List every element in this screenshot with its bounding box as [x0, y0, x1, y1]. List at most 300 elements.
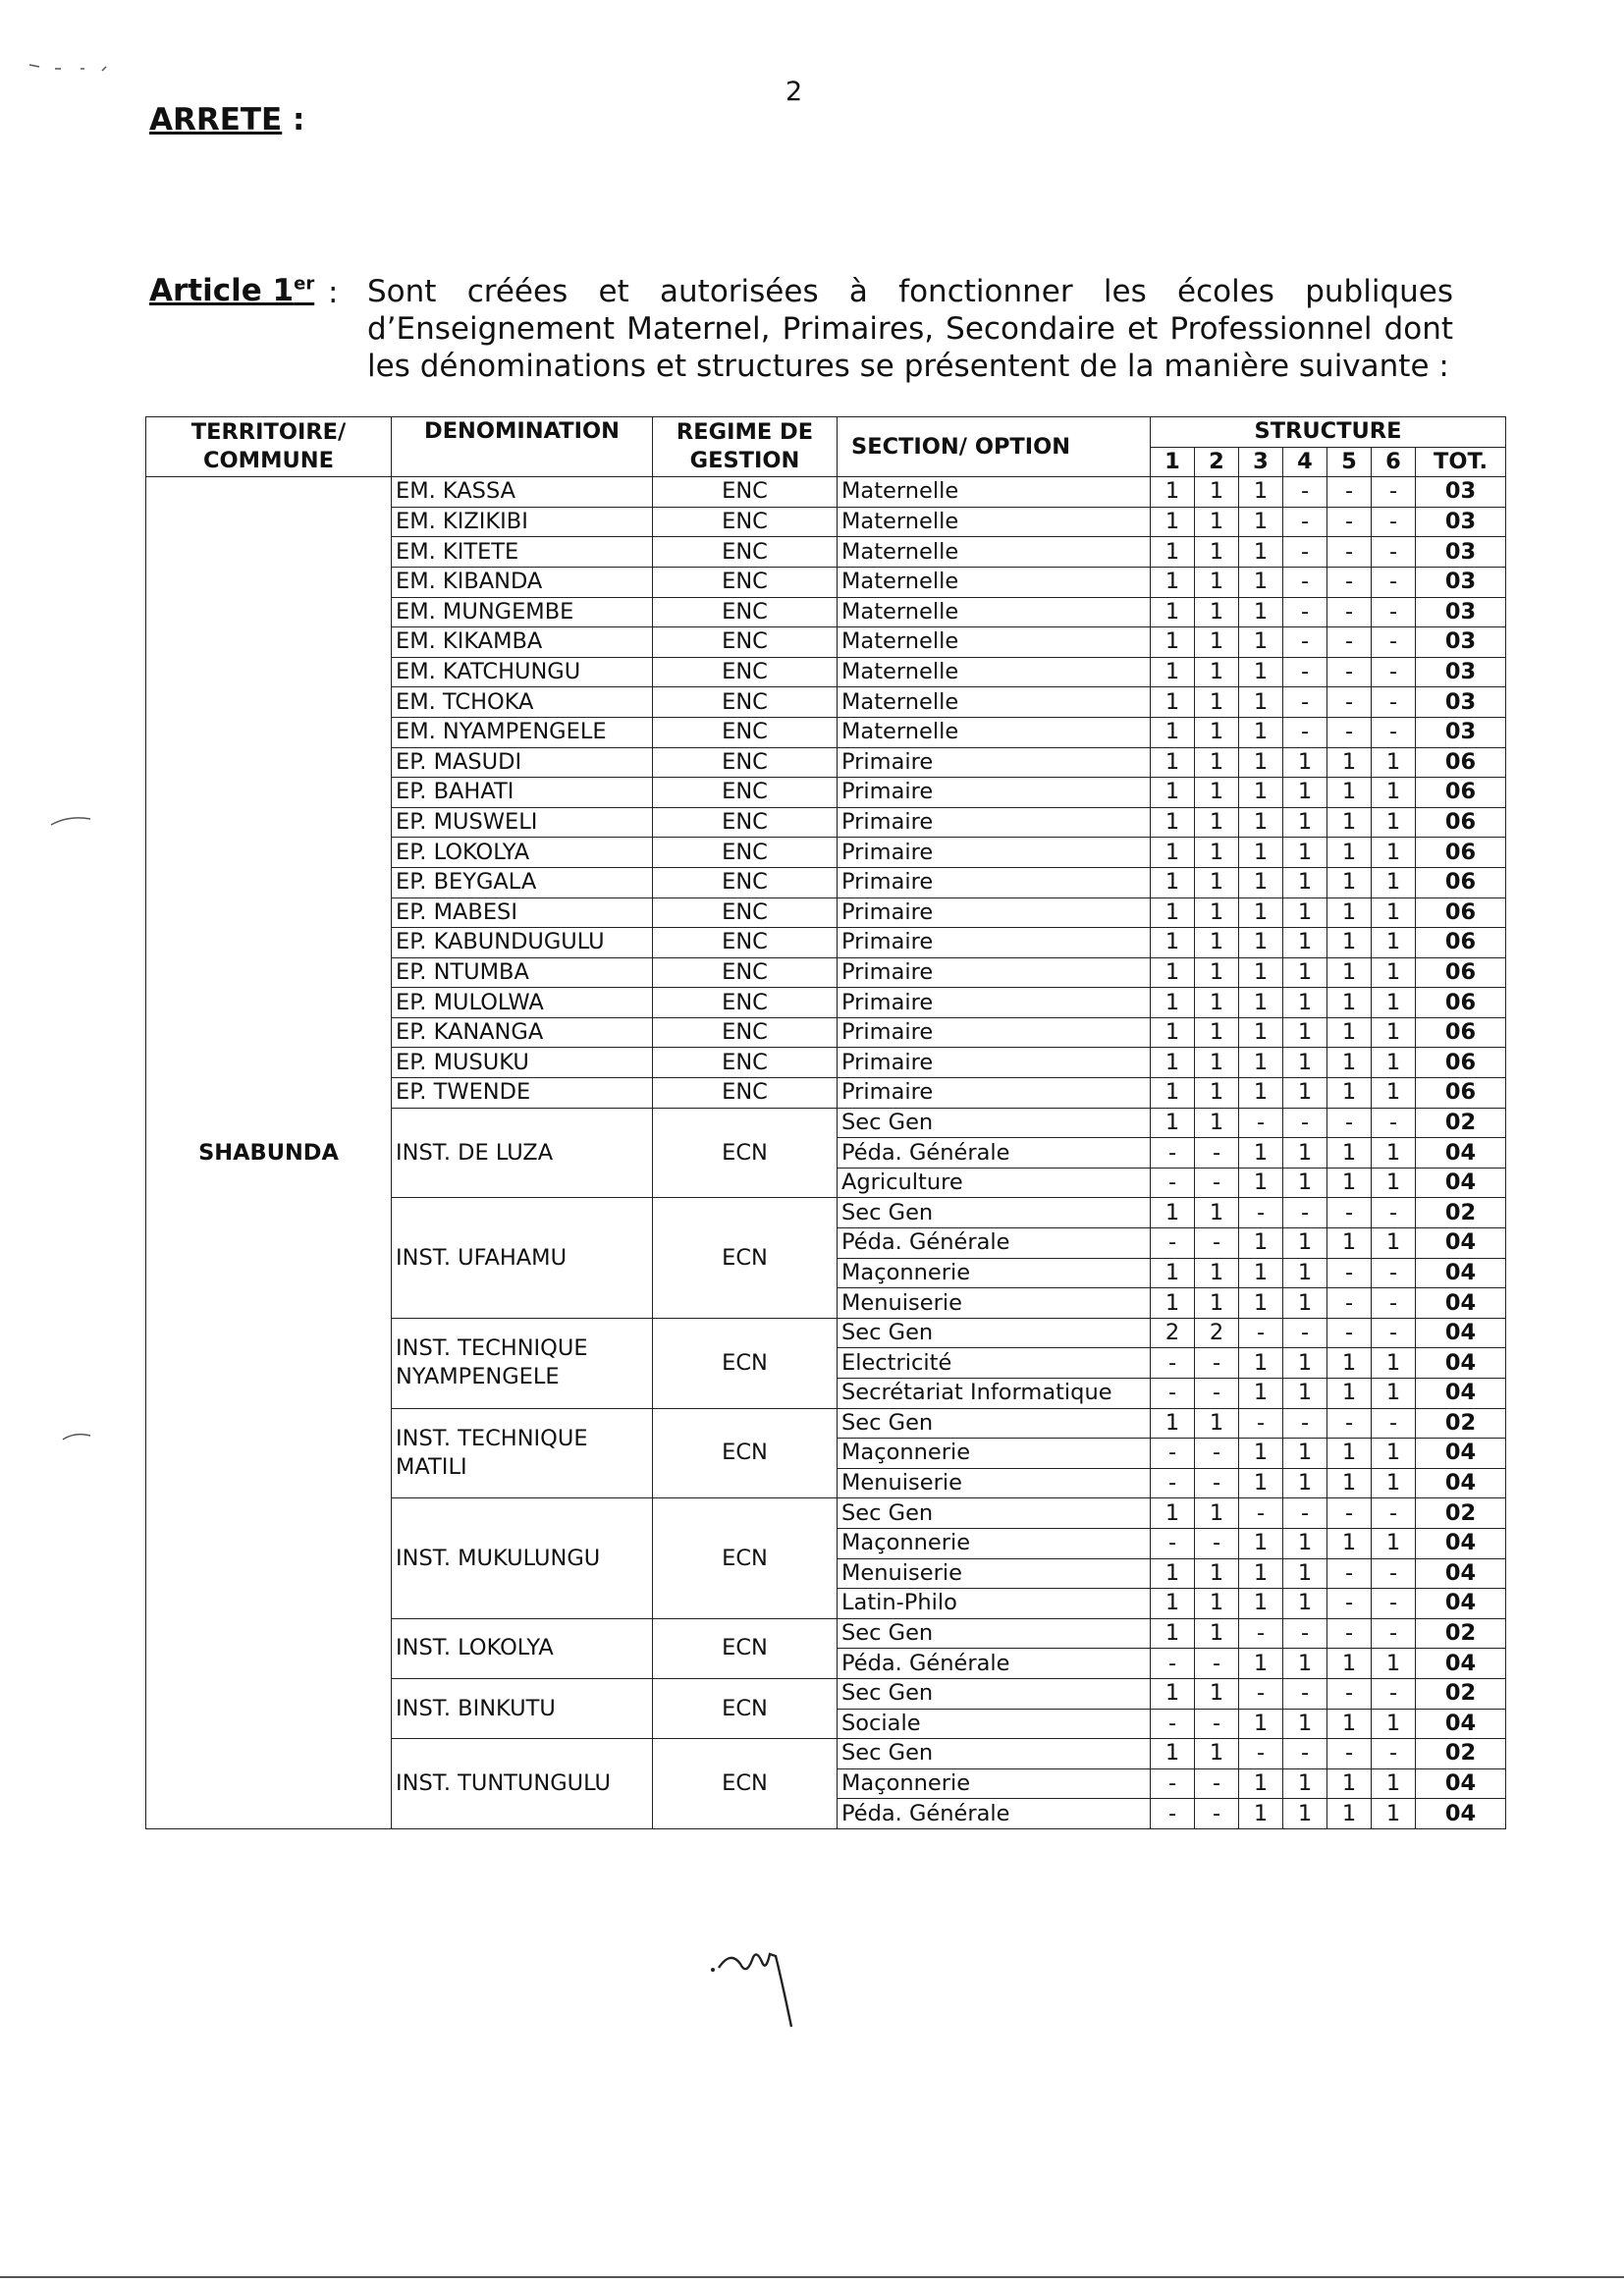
structure-cell-6: -: [1372, 1678, 1416, 1709]
regime-cell: ENC: [653, 477, 838, 508]
total-cell: 02: [1416, 1739, 1506, 1769]
structure-cell-3: 1: [1239, 627, 1283, 658]
structure-cell-4: 1: [1283, 1589, 1327, 1619]
structure-cell-2: 1: [1195, 1589, 1239, 1619]
structure-cell-6: 1: [1372, 1138, 1416, 1169]
total-cell: 06: [1416, 807, 1506, 838]
total-cell: 04: [1416, 1318, 1506, 1348]
structure-cell-1: 1: [1151, 928, 1195, 958]
structure-cell-2: 1: [1195, 657, 1239, 687]
structure-cell-1: 1: [1151, 957, 1195, 988]
denomination-cell: EM. TCHOKA: [392, 687, 653, 718]
regime-cell: ECN: [653, 1318, 838, 1408]
structure-cell-2: -: [1195, 1228, 1239, 1259]
structure-cell-3: 1: [1239, 807, 1283, 838]
structure-cell-1: 1: [1151, 477, 1195, 508]
structure-cell-5: -: [1327, 1108, 1372, 1138]
structure-cell-3: 1: [1239, 507, 1283, 537]
regime-cell: ENC: [653, 867, 838, 897]
structure-cell-2: 1: [1195, 867, 1239, 897]
header-col-3: 3: [1239, 447, 1283, 477]
structure-cell-3: 1: [1239, 747, 1283, 778]
regime-cell: ENC: [653, 838, 838, 868]
structure-cell-6: 1: [1372, 1439, 1416, 1469]
denomination-cell: INST. TECHNIQUE MATILI: [392, 1408, 653, 1498]
structure-cell-3: -: [1239, 1498, 1283, 1529]
structure-cell-2: -: [1195, 1168, 1239, 1198]
regime-cell: ENC: [653, 597, 838, 627]
structure-cell-4: -: [1283, 1498, 1327, 1529]
structure-cell-1: -: [1151, 1138, 1195, 1169]
structure-cell-2: -: [1195, 1439, 1239, 1469]
section-cell: Sec Gen: [838, 1678, 1151, 1709]
structure-cell-2: 2: [1195, 1318, 1239, 1348]
structure-cell-6: 1: [1372, 1228, 1416, 1259]
structure-cell-3: 1: [1239, 1768, 1283, 1799]
structure-cell-2: 1: [1195, 1258, 1239, 1288]
structure-cell-3: 1: [1239, 1379, 1283, 1409]
denomination-cell: EP. MULOLWA: [392, 988, 653, 1018]
structure-cell-3: -: [1239, 1678, 1283, 1709]
structure-cell-6: -: [1372, 477, 1416, 508]
section-cell: Péda. Générale: [838, 1228, 1151, 1259]
structure-cell-4: -: [1283, 1318, 1327, 1348]
structure-cell-4: 1: [1283, 1048, 1327, 1078]
regime-cell: ENC: [653, 957, 838, 988]
section-cell: Primaire: [838, 778, 1151, 808]
structure-cell-3: -: [1239, 1318, 1283, 1348]
structure-cell-4: 1: [1283, 928, 1327, 958]
section-cell: Sec Gen: [838, 1739, 1151, 1769]
structure-cell-6: -: [1372, 1408, 1416, 1439]
structure-cell-5: 1: [1327, 778, 1372, 808]
structure-cell-2: 1: [1195, 988, 1239, 1018]
structure-cell-6: 1: [1372, 1528, 1416, 1558]
structure-cell-2: 1: [1195, 1558, 1239, 1589]
structure-cell-6: -: [1372, 1558, 1416, 1589]
structure-cell-2: -: [1195, 1348, 1239, 1379]
total-cell: 06: [1416, 897, 1506, 928]
structure-cell-4: 1: [1283, 1379, 1327, 1409]
total-cell: 04: [1416, 1528, 1506, 1558]
structure-cell-1: 1: [1151, 988, 1195, 1018]
denomination-cell: EM. KITETE: [392, 537, 653, 568]
structure-cell-2: 1: [1195, 1739, 1239, 1769]
regime-cell: ENC: [653, 1017, 838, 1048]
regime-cell: ECN: [653, 1198, 838, 1318]
structure-cell-1: -: [1151, 1348, 1195, 1379]
structure-cell-2: 1: [1195, 1408, 1239, 1439]
section-cell: Sociale: [838, 1709, 1151, 1739]
regime-cell: ENC: [653, 747, 838, 778]
structure-cell-6: 1: [1372, 988, 1416, 1018]
structure-cell-5: 1: [1327, 1138, 1372, 1169]
total-cell: 03: [1416, 657, 1506, 687]
regime-cell: ENC: [653, 687, 838, 718]
structure-cell-3: -: [1239, 1739, 1283, 1769]
article-text: Sont créées et autorisées à fonctionner les écoles publiques d’Enseignement Maternel, Primaires, Secondaire et Professionnel dont les dénominations et structures se présentent de la manière suivante :: [367, 274, 1453, 384]
structure-cell-2: 1: [1195, 1498, 1239, 1529]
denomination-cell: EP. BAHATI: [392, 778, 653, 808]
total-cell: 06: [1416, 747, 1506, 778]
regime-cell: ECN: [653, 1618, 838, 1678]
structure-cell-5: 1: [1327, 1048, 1372, 1078]
structure-cell-5: 1: [1327, 897, 1372, 928]
article-label-text: [149, 273, 314, 308]
section-cell: Maçonnerie: [838, 1768, 1151, 1799]
arrete-heading: [149, 102, 304, 137]
regime-cell: ENC: [653, 567, 838, 597]
structure-cell-1: -: [1151, 1709, 1195, 1739]
section-cell: Sec Gen: [838, 1198, 1151, 1228]
structure-cell-2: 1: [1195, 477, 1239, 508]
structure-cell-3: 1: [1239, 1558, 1283, 1589]
structure-cell-6: 1: [1372, 897, 1416, 928]
structure-cell-2: 1: [1195, 1048, 1239, 1078]
scan-mark: [49, 813, 94, 829]
structure-cell-3: -: [1239, 1108, 1283, 1138]
structure-cell-1: -: [1151, 1468, 1195, 1498]
denomination-cell: INST. MUKULUNGU: [392, 1498, 653, 1618]
structure-cell-6: -: [1372, 1108, 1416, 1138]
structure-cell-4: 1: [1283, 897, 1327, 928]
structure-cell-3: 1: [1239, 838, 1283, 868]
structure-cell-1: -: [1151, 1799, 1195, 1829]
regime-cell: ECN: [653, 1108, 838, 1198]
structure-cell-1: -: [1151, 1168, 1195, 1198]
structure-cell-5: 1: [1327, 867, 1372, 897]
structure-cell-5: -: [1327, 477, 1372, 508]
structure-cell-5: 1: [1327, 807, 1372, 838]
section-cell: Menuiserie: [838, 1468, 1151, 1498]
header-col-tot: TOT.: [1416, 447, 1506, 477]
structure-cell-6: 1: [1372, 807, 1416, 838]
structure-cell-4: -: [1283, 537, 1327, 568]
structure-cell-4: 1: [1283, 1528, 1327, 1558]
structure-cell-1: 1: [1151, 838, 1195, 868]
structure-cell-6: 1: [1372, 1017, 1416, 1048]
structure-cell-5: 1: [1327, 1799, 1372, 1829]
structure-cell-6: 1: [1372, 778, 1416, 808]
table-body: [146, 477, 1506, 1829]
structure-cell-3: 1: [1239, 778, 1283, 808]
section-cell: Secrétariat Informatique: [838, 1379, 1151, 1409]
structure-cell-2: -: [1195, 1528, 1239, 1558]
regime-cell: ENC: [653, 717, 838, 747]
section-cell: Primaire: [838, 957, 1151, 988]
structure-cell-1: -: [1151, 1649, 1195, 1679]
structure-cell-6: 1: [1372, 1078, 1416, 1109]
structure-cell-2: 1: [1195, 1198, 1239, 1228]
structure-cell-3: 1: [1239, 1078, 1283, 1109]
denomination-cell: INST. BINKUTU: [392, 1678, 653, 1738]
structure-cell-2: 1: [1195, 747, 1239, 778]
structure-cell-3: -: [1239, 1618, 1283, 1649]
section-cell: Sec Gen: [838, 1498, 1151, 1529]
structure-cell-5: -: [1327, 1408, 1372, 1439]
structure-cell-2: 1: [1195, 1078, 1239, 1109]
structure-cell-6: -: [1372, 1318, 1416, 1348]
structure-cell-2: 1: [1195, 717, 1239, 747]
structure-cell-4: 1: [1283, 1439, 1327, 1469]
header-col-2: 2: [1195, 447, 1239, 477]
structure-cell-2: -: [1195, 1468, 1239, 1498]
denomination-cell: INST. UFAHAMU: [392, 1198, 653, 1318]
structure-cell-2: 1: [1195, 778, 1239, 808]
structure-cell-2: 1: [1195, 537, 1239, 568]
regime-cell: ENC: [653, 1048, 838, 1078]
structure-cell-1: -: [1151, 1228, 1195, 1259]
denomination-cell: EP. KABUNDUGULU: [392, 928, 653, 958]
structure-cell-4: -: [1283, 477, 1327, 508]
section-cell: Primaire: [838, 1017, 1151, 1048]
structure-cell-6: 1: [1372, 1168, 1416, 1198]
structure-cell-4: 1: [1283, 867, 1327, 897]
section-cell: Primaire: [838, 867, 1151, 897]
section-cell: Menuiserie: [838, 1558, 1151, 1589]
structure-cell-6: -: [1372, 537, 1416, 568]
section-cell: Primaire: [838, 988, 1151, 1018]
structure-cell-4: -: [1283, 1678, 1327, 1709]
section-cell: Maternelle: [838, 567, 1151, 597]
structure-cell-6: -: [1372, 1258, 1416, 1288]
total-cell: 04: [1416, 1589, 1506, 1619]
denomination-cell: INST. LOKOLYA: [392, 1618, 653, 1678]
structure-cell-2: 1: [1195, 507, 1239, 537]
section-cell: Primaire: [838, 1048, 1151, 1078]
total-cell: 03: [1416, 537, 1506, 568]
structure-cell-2: 1: [1195, 928, 1239, 958]
regime-cell: ENC: [653, 507, 838, 537]
structure-cell-3: 1: [1239, 567, 1283, 597]
structure-cell-5: -: [1327, 1498, 1372, 1529]
regime-cell: ENC: [653, 807, 838, 838]
structure-cell-1: 1: [1151, 1408, 1195, 1439]
section-cell: Primaire: [838, 747, 1151, 778]
denomination-cell: EM. NYAMPENGELE: [392, 717, 653, 747]
structure-cell-1: 1: [1151, 1198, 1195, 1228]
section-cell: Primaire: [838, 928, 1151, 958]
total-cell: 03: [1416, 567, 1506, 597]
structure-cell-5: -: [1327, 567, 1372, 597]
structure-cell-4: 1: [1283, 988, 1327, 1018]
section-cell: Péda. Générale: [838, 1138, 1151, 1169]
header-col-6: 6: [1372, 447, 1416, 477]
total-cell: 06: [1416, 1017, 1506, 1048]
structure-cell-4: 1: [1283, 1078, 1327, 1109]
structure-cell-3: 1: [1239, 928, 1283, 958]
regime-cell: ECN: [653, 1739, 838, 1829]
structure-cell-2: 1: [1195, 897, 1239, 928]
structure-cell-4: -: [1283, 597, 1327, 627]
structure-cell-5: -: [1327, 597, 1372, 627]
structure-cell-4: -: [1283, 1408, 1327, 1439]
structure-cell-3: 1: [1239, 1048, 1283, 1078]
structure-cell-5: 1: [1327, 1768, 1372, 1799]
total-cell: 04: [1416, 1168, 1506, 1198]
denomination-cell: INST. DE LUZA: [392, 1108, 653, 1198]
structure-cell-4: 1: [1283, 1799, 1327, 1829]
structure-cell-2: 1: [1195, 567, 1239, 597]
article-label-sup: er: [294, 273, 315, 295]
section-cell: Maternelle: [838, 507, 1151, 537]
structure-cell-6: 1: [1372, 1768, 1416, 1799]
structure-cell-4: 1: [1283, 1649, 1327, 1679]
structure-cell-1: -: [1151, 1439, 1195, 1469]
structure-cell-3: 1: [1239, 1228, 1283, 1259]
structure-cell-1: 1: [1151, 657, 1195, 687]
structure-cell-6: 1: [1372, 1799, 1416, 1829]
total-cell: 06: [1416, 778, 1506, 808]
structure-cell-3: 1: [1239, 1589, 1283, 1619]
denomination-cell: EM. KIKAMBA: [392, 627, 653, 658]
section-cell: Maternelle: [838, 597, 1151, 627]
structure-cell-1: 1: [1151, 1589, 1195, 1619]
structure-cell-3: 1: [1239, 1528, 1283, 1558]
structure-cell-6: 1: [1372, 1379, 1416, 1409]
structure-cell-2: 1: [1195, 1288, 1239, 1319]
structure-cell-6: 1: [1372, 1468, 1416, 1498]
article-label: [149, 273, 314, 308]
total-cell: 04: [1416, 1379, 1506, 1409]
header-col-4: 4: [1283, 447, 1327, 477]
structure-cell-3: 1: [1239, 1288, 1283, 1319]
structure-cell-4: 1: [1283, 1558, 1327, 1589]
denomination-cell: EM. KATCHUNGU: [392, 657, 653, 687]
structure-cell-1: 1: [1151, 507, 1195, 537]
total-cell: 03: [1416, 687, 1506, 718]
total-cell: 03: [1416, 477, 1506, 508]
article-colon: :: [328, 275, 339, 310]
header-regime: REGIME DE GESTION: [653, 417, 838, 477]
total-cell: 03: [1416, 507, 1506, 537]
structure-cell-2: -: [1195, 1799, 1239, 1829]
structure-cell-3: 1: [1239, 1439, 1283, 1469]
section-cell: Electricité: [838, 1348, 1151, 1379]
structure-cell-6: 1: [1372, 1048, 1416, 1078]
arrete-heading-colon: :: [293, 102, 305, 137]
structure-cell-6: -: [1372, 717, 1416, 747]
structure-cell-2: 1: [1195, 597, 1239, 627]
scan-mark: [61, 1430, 94, 1443]
regime-cell: ENC: [653, 778, 838, 808]
total-cell: 02: [1416, 1198, 1506, 1228]
structure-cell-1: 1: [1151, 1678, 1195, 1709]
denomination-cell: INST. TUNTUNGULU: [392, 1739, 653, 1829]
section-cell: Maçonnerie: [838, 1439, 1151, 1469]
structure-cell-5: -: [1327, 1198, 1372, 1228]
structure-cell-1: 1: [1151, 1078, 1195, 1109]
structure-cell-6: -: [1372, 507, 1416, 537]
structure-cell-6: 1: [1372, 1709, 1416, 1739]
structure-cell-5: 1: [1327, 1528, 1372, 1558]
total-cell: 03: [1416, 717, 1506, 747]
structure-cell-6: 1: [1372, 928, 1416, 958]
structure-cell-3: -: [1239, 1198, 1283, 1228]
total-cell: 02: [1416, 1498, 1506, 1529]
structure-cell-1: 1: [1151, 717, 1195, 747]
structure-cell-5: 1: [1327, 1379, 1372, 1409]
total-cell: 04: [1416, 1709, 1506, 1739]
section-cell: Maternelle: [838, 717, 1151, 747]
total-cell: 03: [1416, 597, 1506, 627]
structure-cell-6: -: [1372, 627, 1416, 658]
denomination-cell: EM. KIBANDA: [392, 567, 653, 597]
structure-cell-1: 1: [1151, 1498, 1195, 1529]
structure-cell-1: 1: [1151, 1108, 1195, 1138]
structure-cell-2: 1: [1195, 807, 1239, 838]
denomination-cell: EP. MUSUKU: [392, 1048, 653, 1078]
structure-cell-6: -: [1372, 1739, 1416, 1769]
structure-cell-1: 1: [1151, 1739, 1195, 1769]
denomination-cell: EP. NTUMBA: [392, 957, 653, 988]
section-cell: Primaire: [838, 807, 1151, 838]
section-cell: Péda. Générale: [838, 1649, 1151, 1679]
total-cell: 04: [1416, 1288, 1506, 1319]
structure-cell-1: 1: [1151, 1017, 1195, 1048]
total-cell: 04: [1416, 1768, 1506, 1799]
section-cell: Primaire: [838, 1078, 1151, 1109]
structure-cell-4: 1: [1283, 807, 1327, 838]
structure-cell-5: -: [1327, 657, 1372, 687]
structure-cell-4: 1: [1283, 1017, 1327, 1048]
denomination-cell: EP. MABESI: [392, 897, 653, 928]
denomination-cell: INST. TECHNIQUE NYAMPENGELE: [392, 1318, 653, 1408]
section-cell: Sec Gen: [838, 1618, 1151, 1649]
structure-cell-4: -: [1283, 687, 1327, 718]
total-cell: 06: [1416, 838, 1506, 868]
structure-cell-6: 1: [1372, 1649, 1416, 1679]
structure-cell-4: 1: [1283, 1228, 1327, 1259]
structure-cell-6: 1: [1372, 957, 1416, 988]
structure-cell-3: 1: [1239, 1168, 1283, 1198]
structure-cell-3: 1: [1239, 657, 1283, 687]
section-cell: Maternelle: [838, 477, 1151, 508]
section-cell: Maternelle: [838, 537, 1151, 568]
structure-cell-1: 2: [1151, 1318, 1195, 1348]
denomination-cell: EM. KIZIKIBI: [392, 507, 653, 537]
structure-cell-4: -: [1283, 717, 1327, 747]
section-cell: Latin-Philo: [838, 1589, 1151, 1619]
structure-cell-6: 1: [1372, 867, 1416, 897]
structure-cell-4: -: [1283, 627, 1327, 658]
structure-cell-1: 1: [1151, 567, 1195, 597]
page-number: 2: [785, 77, 803, 107]
structure-cell-5: 1: [1327, 838, 1372, 868]
structure-cell-3: 1: [1239, 1138, 1283, 1169]
structure-cell-2: 1: [1195, 627, 1239, 658]
header-col-5: 5: [1327, 447, 1372, 477]
structure-cell-3: 1: [1239, 1799, 1283, 1829]
section-cell: Maternelle: [838, 657, 1151, 687]
structure-cell-5: -: [1327, 1589, 1372, 1619]
structure-cell-3: 1: [1239, 897, 1283, 928]
signature-mark: [707, 1921, 815, 2029]
structure-cell-3: 1: [1239, 537, 1283, 568]
structure-cell-3: 1: [1239, 687, 1283, 718]
total-cell: 03: [1416, 627, 1506, 658]
structure-cell-6: 1: [1372, 838, 1416, 868]
regime-cell: ECN: [653, 1678, 838, 1738]
structure-cell-5: -: [1327, 1258, 1372, 1288]
structure-cell-3: 1: [1239, 597, 1283, 627]
structure-cell-5: -: [1327, 1618, 1372, 1649]
structure-cell-4: 1: [1283, 1258, 1327, 1288]
regime-cell: ECN: [653, 1408, 838, 1498]
structure-cell-6: -: [1372, 1288, 1416, 1319]
structure-cell-4: 1: [1283, 957, 1327, 988]
section-cell: Primaire: [838, 897, 1151, 928]
